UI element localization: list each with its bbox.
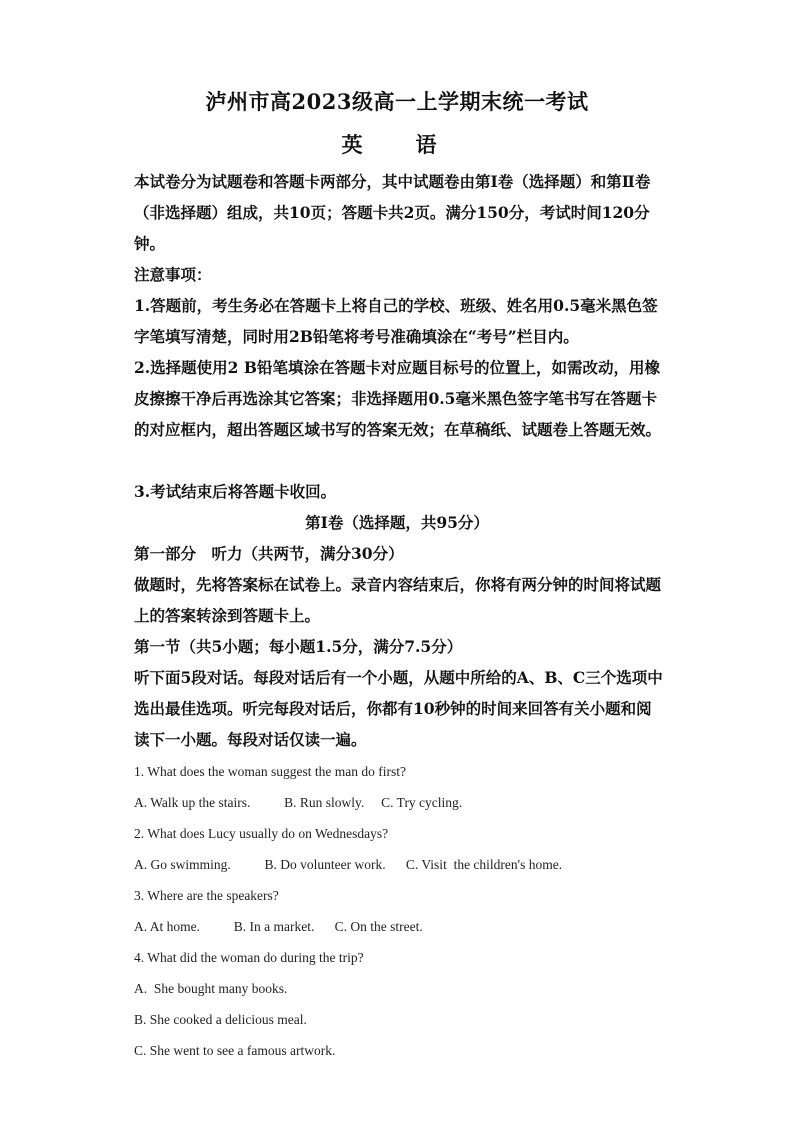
question-2-stem: 2. What does Lucy usually do on Wednesdays? bbox=[134, 826, 389, 841]
question-4-option-a: A. She bought many books. bbox=[134, 981, 288, 996]
question-4-stem: 4. What did the woman do during the trip? bbox=[134, 950, 364, 965]
notes-heading: 注意事项： bbox=[134, 265, 212, 284]
exam-title: 泸州市高2023级高一上学期末统一考试 bbox=[205, 89, 589, 114]
section1-heading: 第一节（共5小题；每小题1.5分，满分7.5分） bbox=[134, 637, 463, 656]
question-3-options: A. At home. B. In a market. C. On the street. bbox=[134, 919, 423, 934]
note-item-2: 2.选择题使用2 B铅笔填涂在答题卡对应题目标号的位置上，如需改动，用橡皮擦擦干净后再选涂其它答案；非选择题用0.5毫米黑色签字笔书写在答题卡的对应框内，超出答题区域书写的答案无效；在草稿纸、试题卷上答题无效。 bbox=[134, 358, 662, 439]
question-3-stem: 3. Where are the speakers? bbox=[134, 888, 279, 903]
section1-instruction: 听下面5段对话。每段对话后有一个小题，从题中所给的A、B、C三个选项中选出最佳选项。听完每段对话后，你都有10秒钟的时间来回答有关小题和阅读下一小题。每段对话仅读一遍。 bbox=[134, 668, 663, 749]
volume-heading: 第Ⅰ卷（选择题，共95分） bbox=[305, 513, 489, 532]
question-2-options: A. Go swimming. B. Do volunteer work. C. Visit the children's home. bbox=[134, 857, 563, 872]
intro-paragraph: 本试卷分为试题卷和答题卡两部分，其中试题卷由第Ⅰ卷（选择题）和第Ⅱ卷（非选择题）组成，共10页；答题卡共2页。满分150分，考试时间120分钟。 bbox=[134, 172, 651, 253]
part1-instruction: 做题时，先将答案标在试卷上。录音内容结束后，你将有两分钟的时间将试题上的答案转涂到答题卡上。 bbox=[134, 575, 662, 625]
note-item-1: 1.答题前，考生务必在答题卡上将自己的学校、班级、姓名用0.5毫米黑色签字笔填写清楚，同时用2B铅笔将考号准确填涂在“考号”栏目内。 bbox=[134, 296, 658, 346]
question-1-stem: 1. What does the woman suggest the man do first? bbox=[134, 764, 406, 779]
question-4-option-b: B. She cooked a delicious meal. bbox=[134, 1012, 307, 1027]
question-1-options: A. Walk up the stairs. B. Run slowly. C. Try cycling. bbox=[134, 795, 463, 810]
note-item-3: 3.考试结束后将答题卡收回。 bbox=[134, 482, 337, 501]
part1-heading: 第一部分 听力（共两节，满分30分） bbox=[134, 544, 404, 563]
subject-heading: 英 语 bbox=[341, 132, 453, 157]
question-4-option-c: C. She went to see a famous artwork. bbox=[134, 1043, 336, 1058]
